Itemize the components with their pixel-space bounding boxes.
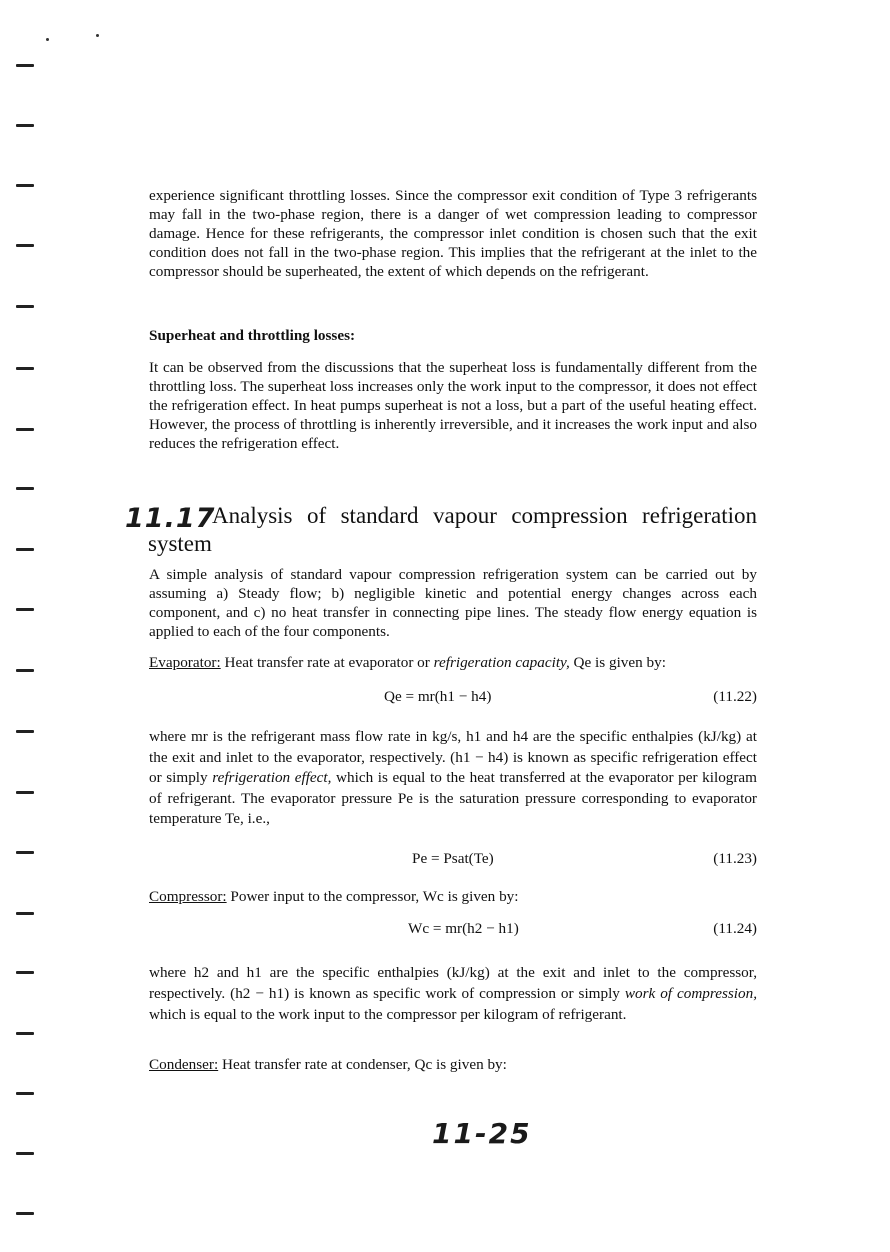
margin-mark: [16, 1032, 34, 1035]
margin-mark: [16, 912, 34, 915]
where-text-1: where mr is the refrigerant mass flow rate in kg/s, h1 and h4 are the specific enthalpies (kJ/kg) at the exit and inlet to the evaporator, respectively. (h1 − h4) is known as specific refrigeration effect or simply: [149, 728, 757, 786]
subheading-superheat: Superheat and throttling losses:: [149, 327, 356, 344]
section-title: Analysis of standard vapour compression refrigeration: [212, 503, 757, 528]
paragraph-superheat-loss: It can be observed from the discussions that the superheat loss is fundamentally different from the throttling loss. The superheat loss increases only the work input to the compressor, it does not effect the refrigeration effect. In heat pumps superheat is not a loss, but a part of the useful heating effect. However, the process of throttling is inherently irreversible, and it increases the work input and also reduces the refrigeration effect.: [149, 359, 757, 452]
equation-number-11-22: (11.22): [713, 688, 757, 705]
evaporator-text: Heat transfer rate at evaporator or: [220, 654, 434, 671]
equation-11-23: Pe = Psat(Te): [412, 850, 494, 867]
where-text-2: where h2 and h1 are the specific enthalpies (kJ/kg) at the exit and inlet to the compressor, respectively. (h2 − h1) is known as specific work of compression or simply: [149, 964, 757, 1002]
scan-speck: [46, 38, 49, 41]
evaporator-text-italic: refrigeration capacity,: [433, 654, 570, 671]
paragraph-evaporator-where: [149, 727, 757, 830]
where-text-2b: which is equal to the work input to the compressor per kilogram of refrigerant.: [149, 1006, 627, 1023]
margin-mark: [16, 1152, 34, 1155]
section-number-handwritten: 11.17: [125, 503, 216, 534]
where-text-italic: refrigeration effect,: [212, 769, 332, 786]
evaporator-text-end: Qe is given by:: [569, 654, 666, 671]
margin-mark: [16, 184, 34, 187]
condenser-text: Heat transfer rate at condenser, Qc is given by:: [218, 1056, 507, 1073]
margin-mark: [16, 367, 34, 370]
margin-mark: [16, 487, 34, 490]
compressor-line: [149, 887, 757, 906]
margin-mark: [16, 428, 34, 431]
margin-mark: [16, 608, 34, 611]
equation-11-24: Wc = mr(h2 − h1): [408, 920, 519, 937]
where-text-2-italic: work of compression,: [624, 985, 757, 1002]
margin-mark: [16, 791, 34, 794]
scan-speck: [96, 34, 99, 37]
compressor-label: Compressor:: [149, 888, 227, 905]
margin-mark: [16, 124, 34, 127]
paragraph-analysis-assumptions: A simple analysis of standard vapour compression refrigeration system can be carried out by assuming a) Steady flow; b) negligible kinetic and potential energy changes across each component, and c) no heat transfer in connecting pipe lines. The steady flow energy equation is applied to each of the four components.: [149, 566, 757, 640]
equation-number-11-24: (11.24): [713, 920, 757, 937]
margin-mark: [16, 244, 34, 247]
binding-margin: [16, 0, 46, 1252]
where-text-1b: which is equal to the heat transferred at the evaporator per kilogram of refrigerant. The evaporator pressure Pe is the saturation pressure corresponding to evaporator temperature Te, i.e.,: [149, 769, 757, 827]
margin-mark: [16, 64, 34, 67]
condenser-line: [149, 1055, 757, 1074]
equation-11-22: Qe = mr(h1 − h4): [384, 688, 492, 705]
margin-mark: [16, 971, 34, 974]
page-number-handwritten: 11-25: [432, 1117, 532, 1150]
margin-mark: [16, 1092, 34, 1095]
intro-paragraph-block: [149, 186, 757, 281]
section-title-cont: system: [148, 531, 212, 556]
equation-number-11-23: (11.23): [713, 850, 757, 867]
margin-mark: [16, 669, 34, 672]
evaporator-label: Evaporator:: [149, 654, 221, 671]
evaporator-line: [149, 653, 757, 672]
margin-mark: [16, 851, 34, 854]
compressor-text: Power input to the compressor, Wc is given by:: [226, 888, 519, 905]
paragraph-compressor-exit: experience significant throttling losses. Since the compressor exit condition of Type 3 refrigerants may fall in the two-phase region, there is a danger of wet compression leading to compressor damage. Hence for these refrigerants, the compressor inlet condition is chosen such that the exit condition does not fall in the two-phase region. This implies that the refrigerant at the inlet to the compressor should be superheated, the extent of which depends on the refrigerant.: [149, 187, 757, 280]
margin-mark: [16, 730, 34, 733]
margin-mark: [16, 1212, 34, 1215]
margin-mark: [16, 305, 34, 308]
paragraph-compressor-where: [149, 962, 757, 1025]
condenser-label: Condenser:: [149, 1056, 219, 1073]
margin-mark: [16, 548, 34, 551]
